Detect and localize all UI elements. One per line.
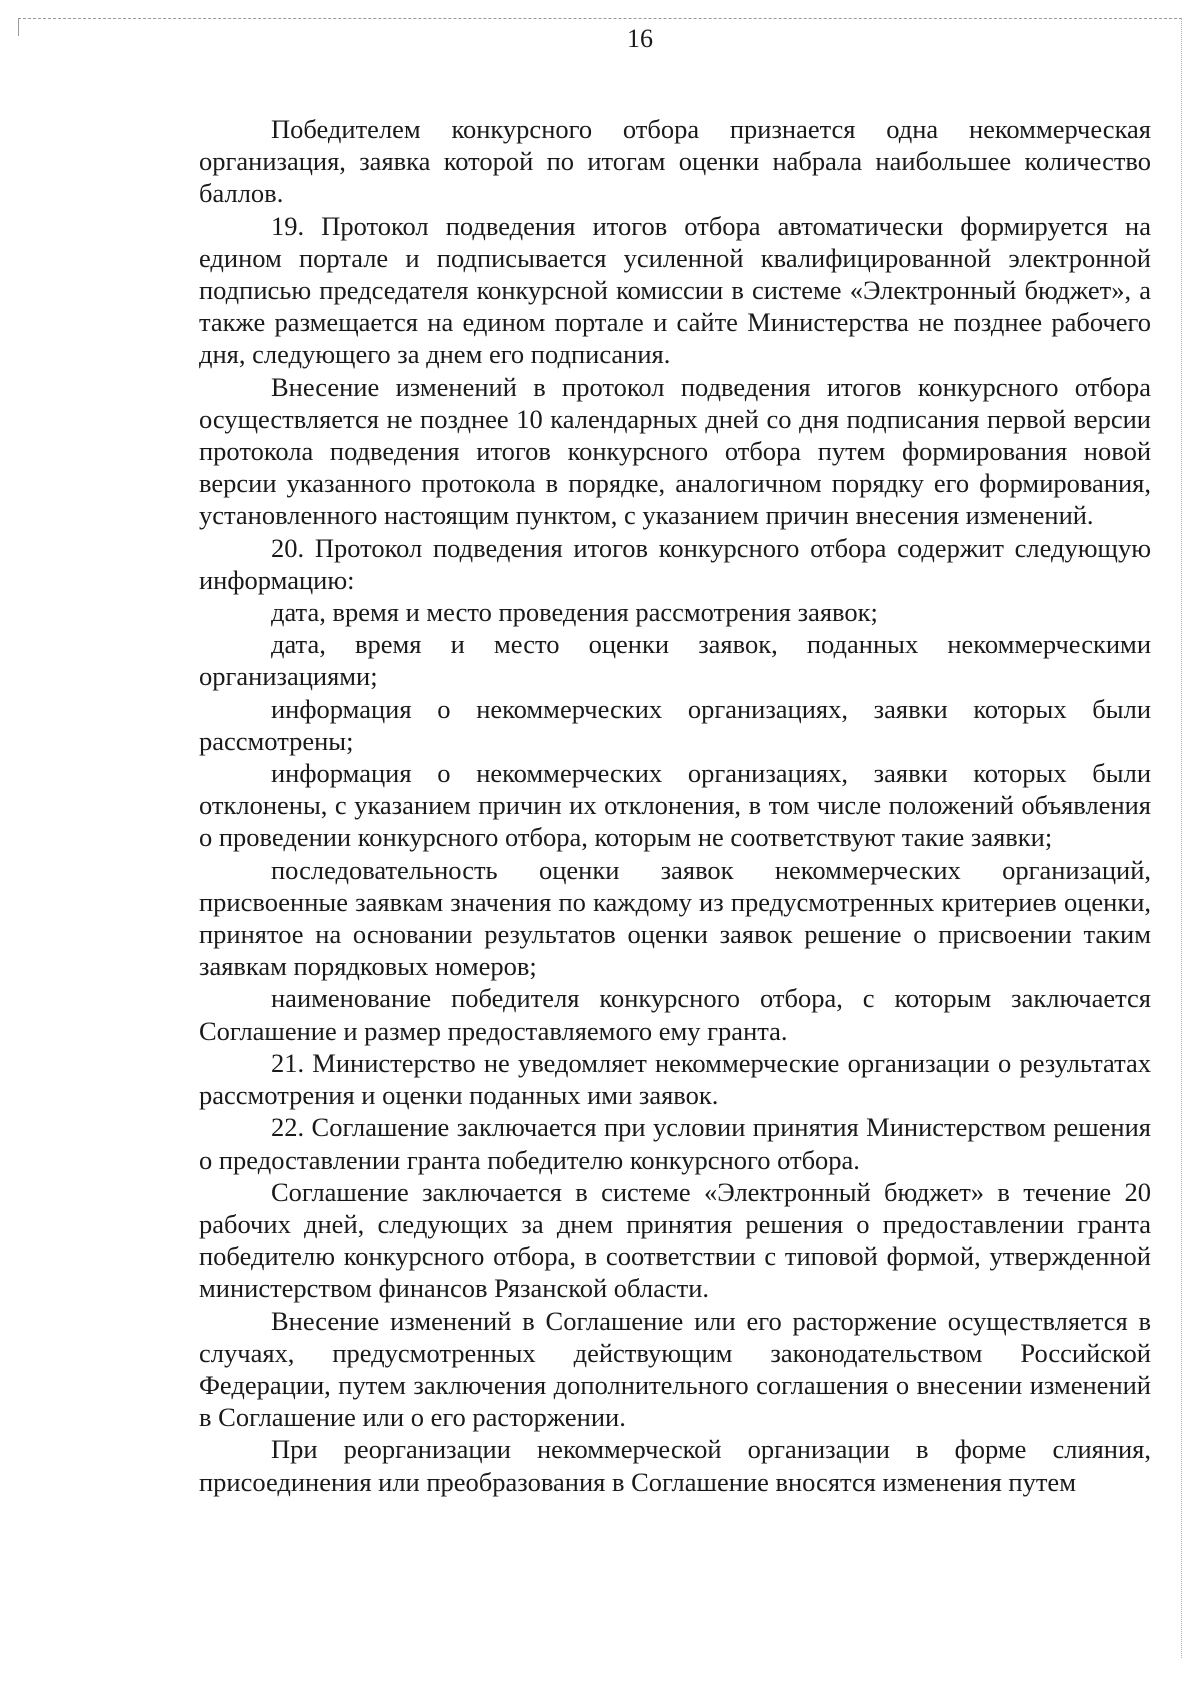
document-body [199, 113, 1151, 1498]
list-item-rejected-orgs: информация о некоммерческих организациях, заявки которых были отклонены, с указанием причин их отклонения, в том числе положений объявления о проведении конкурсного отбора, которым не соответствуют такие заявки; [199, 758, 1151, 853]
list-item-evaluation-date: дата, время и место оценки заявок, поданных некоммерческими организациями; [199, 629, 1151, 692]
list-item-winner-name: наименование победителя конкурсного отбора, с которым заключается Соглашение и размер предоставляемого ему гранта. [199, 983, 1151, 1046]
scan-edge-top [18, 18, 1182, 19]
paragraph-21: 21. Министерство не уведомляет некоммерческие организации о результатах рассмотрения и оценки поданных ими заявок. [199, 1047, 1151, 1111]
list-item-review-date: дата, время и место проведения рассмотрения заявок; [271, 597, 878, 628]
paragraph-22-reorganization: При реорганизации некоммерческой организации в форме слияния, присоединения или преобразования в Соглашение вносятся изменения путем [199, 1434, 1151, 1497]
paragraph-22: 22. Соглашение заключается при условии принятия Министерством решения о предоставлении гранта победителю конкурсного отбора. [199, 1112, 1151, 1175]
page-number: 16 [627, 24, 653, 53]
paragraph-22-amendments: Внесение изменений в Соглашение или его расторжение осуществляется в случаях, предусмотренных действующим законодательством Российской Федерации, путем заключения дополнительного соглашения о внесении изменений в Соглашение или о его расторжении. [199, 1305, 1151, 1433]
list-item-evaluation-sequence: последовательность оценки заявок некоммерческих организаций, присвоенные заявкам значения по каждому из предусмотренных критериев оценки, принятое на основании результатов оценки заявок решение о присвоении таким заявкам порядковых номеров; [199, 854, 1151, 982]
paragraph-winner: Победителем конкурсного отбора признается одна некоммерческая организация, заявка которой по итогам оценки набрала наибольшее количество баллов. [199, 114, 1151, 209]
paragraph-19: 19. Протокол подведения итогов отбора автоматически формируется на едином портале и подписывается усиленной квалифицированной электронной подписью председателя конкурсной комиссии в системе «Электронный бюджет», а также размещается на едином портале и сайте Министерства не позднее рабочего дня, следующего за днем его подписания. [199, 210, 1151, 370]
scan-edge-right [1181, 18, 1182, 1658]
paragraph-20: 20. Протокол подведения итогов конкурсного отбора содержит следующую информацию: [199, 532, 1151, 595]
paragraph-19-amendments: Внесение изменений в протокол подведения итогов конкурсного отбора осуществляется не позднее 10 календарных дней со дня подписания первой версии протокола подведения итогов конкурсного отбора путем формирования новой версии указанного протокола в порядке, аналогичном порядку его формирования, установленного настоящим пунктом, с указанием причин внесения изменений. [199, 371, 1151, 531]
paragraph-22-agreement-term: Соглашение заключается в системе «Электронный бюджет» в течение 20 рабочих дней, следующих за днем принятия решения о предоставлении гранта победителю конкурсного отбора, в соответствии с типовой формой, утвержденной министерством финансов Рязанской области. [199, 1176, 1151, 1304]
list-item-reviewed-orgs: информация о некоммерческих организациях, заявки которых были рассмотрены; [199, 693, 1151, 756]
